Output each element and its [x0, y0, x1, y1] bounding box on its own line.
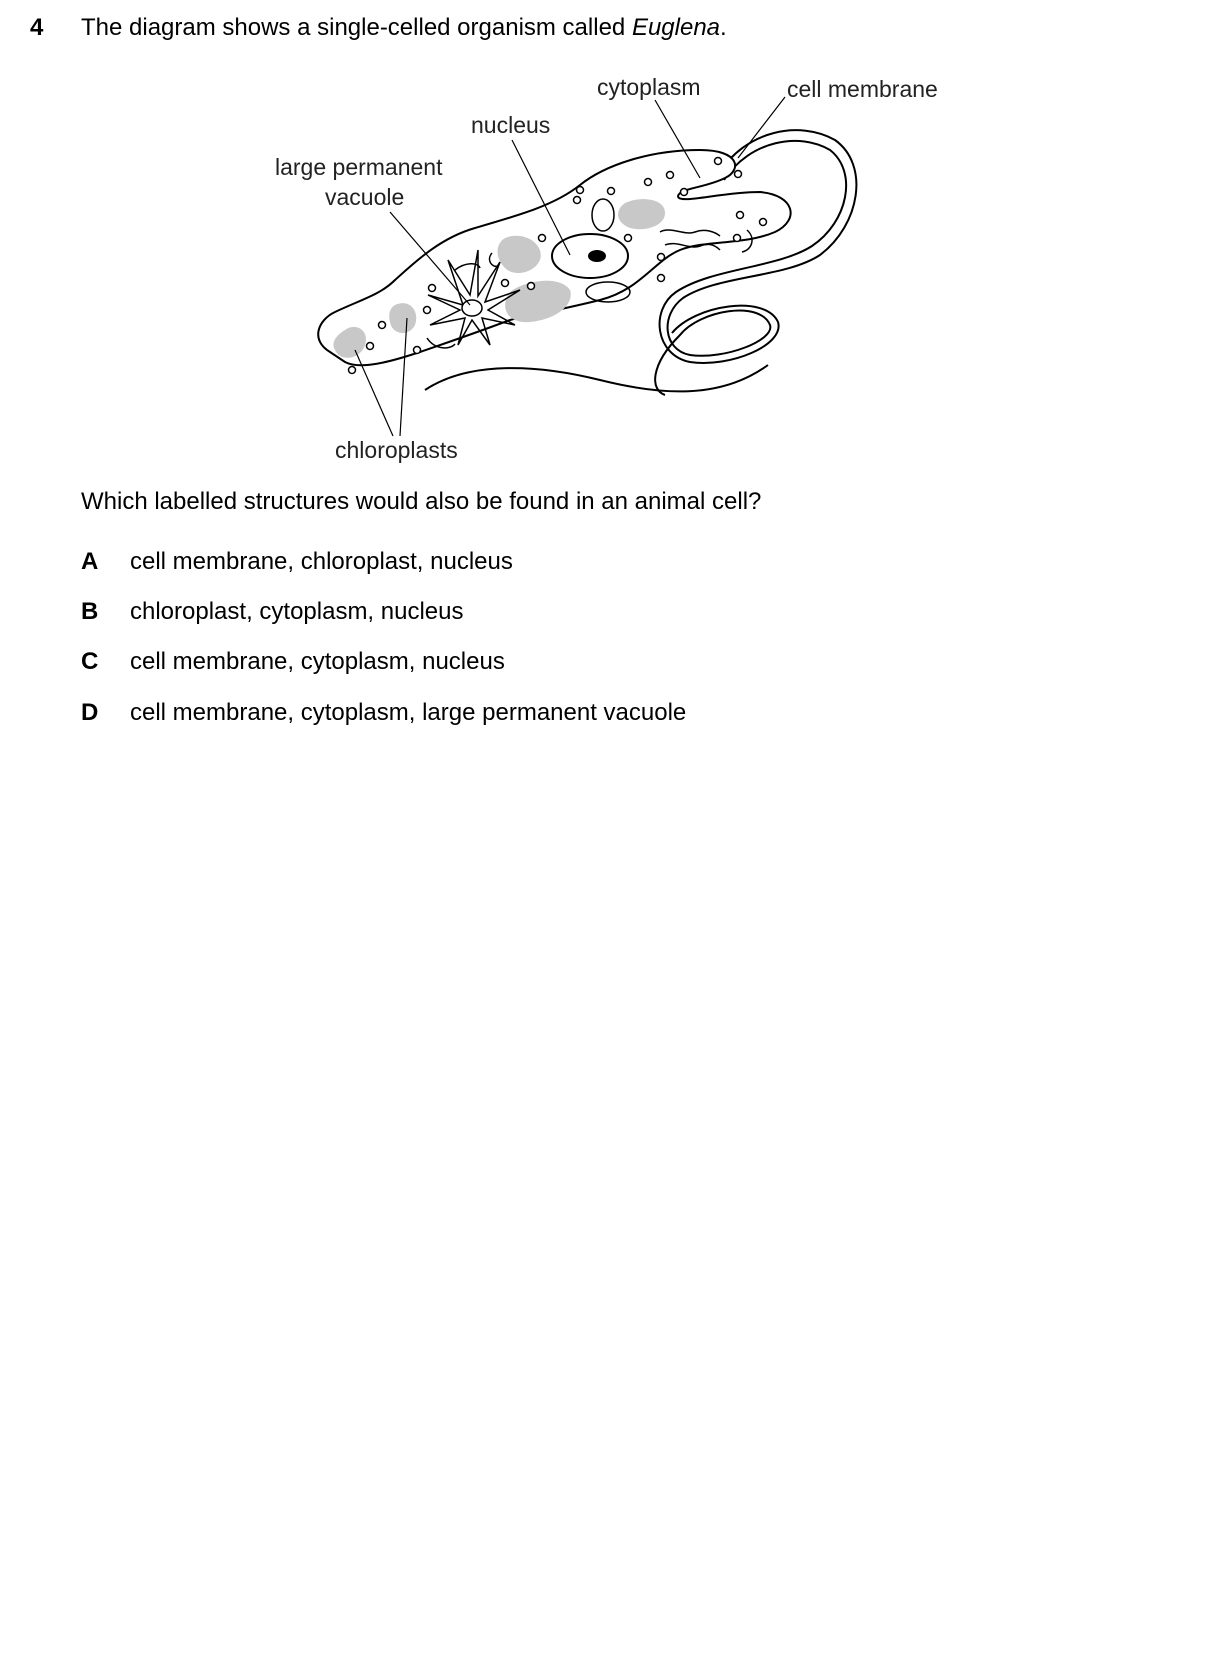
label-vacuole-line2: vacuole	[325, 184, 405, 210]
option-b[interactable]	[81, 597, 464, 627]
organism-name: Euglena	[631, 14, 721, 41]
option-text: cell membrane, chloroplast, nucleus	[130, 548, 513, 575]
option-d[interactable]	[81, 698, 686, 728]
euglena-diagram	[0, 0, 1209, 470]
option-text: cell membrane, cytoplasm, nucleus	[130, 648, 505, 675]
option-c[interactable]	[81, 647, 505, 677]
question-prompt: Which labelled structures would also be found in an animal cell?	[81, 488, 762, 515]
option-a[interactable]	[81, 547, 513, 577]
label-cell-membrane: cell membrane	[787, 76, 938, 102]
question-number: 4	[30, 14, 44, 41]
option-text: chloroplast, cytoplasm, nucleus	[130, 598, 464, 625]
stem-text: The diagram shows a single-celled organism called	[81, 14, 632, 41]
tail-outline	[425, 365, 768, 391]
label-chloroplasts: chloroplasts	[335, 437, 458, 463]
stem-end: .	[720, 14, 727, 41]
label-nucleus: nucleus	[471, 112, 551, 138]
option-letter: A	[81, 548, 99, 575]
option-letter: D	[81, 699, 99, 726]
option-text: cell membrane, cytoplasm, large permanent vacuole	[130, 699, 687, 726]
label-cytoplasm: cytoplasm	[597, 74, 701, 100]
label-vacuole-line1: large permanent	[275, 154, 443, 180]
option-letter: B	[81, 598, 99, 625]
option-letter: C	[81, 648, 99, 675]
